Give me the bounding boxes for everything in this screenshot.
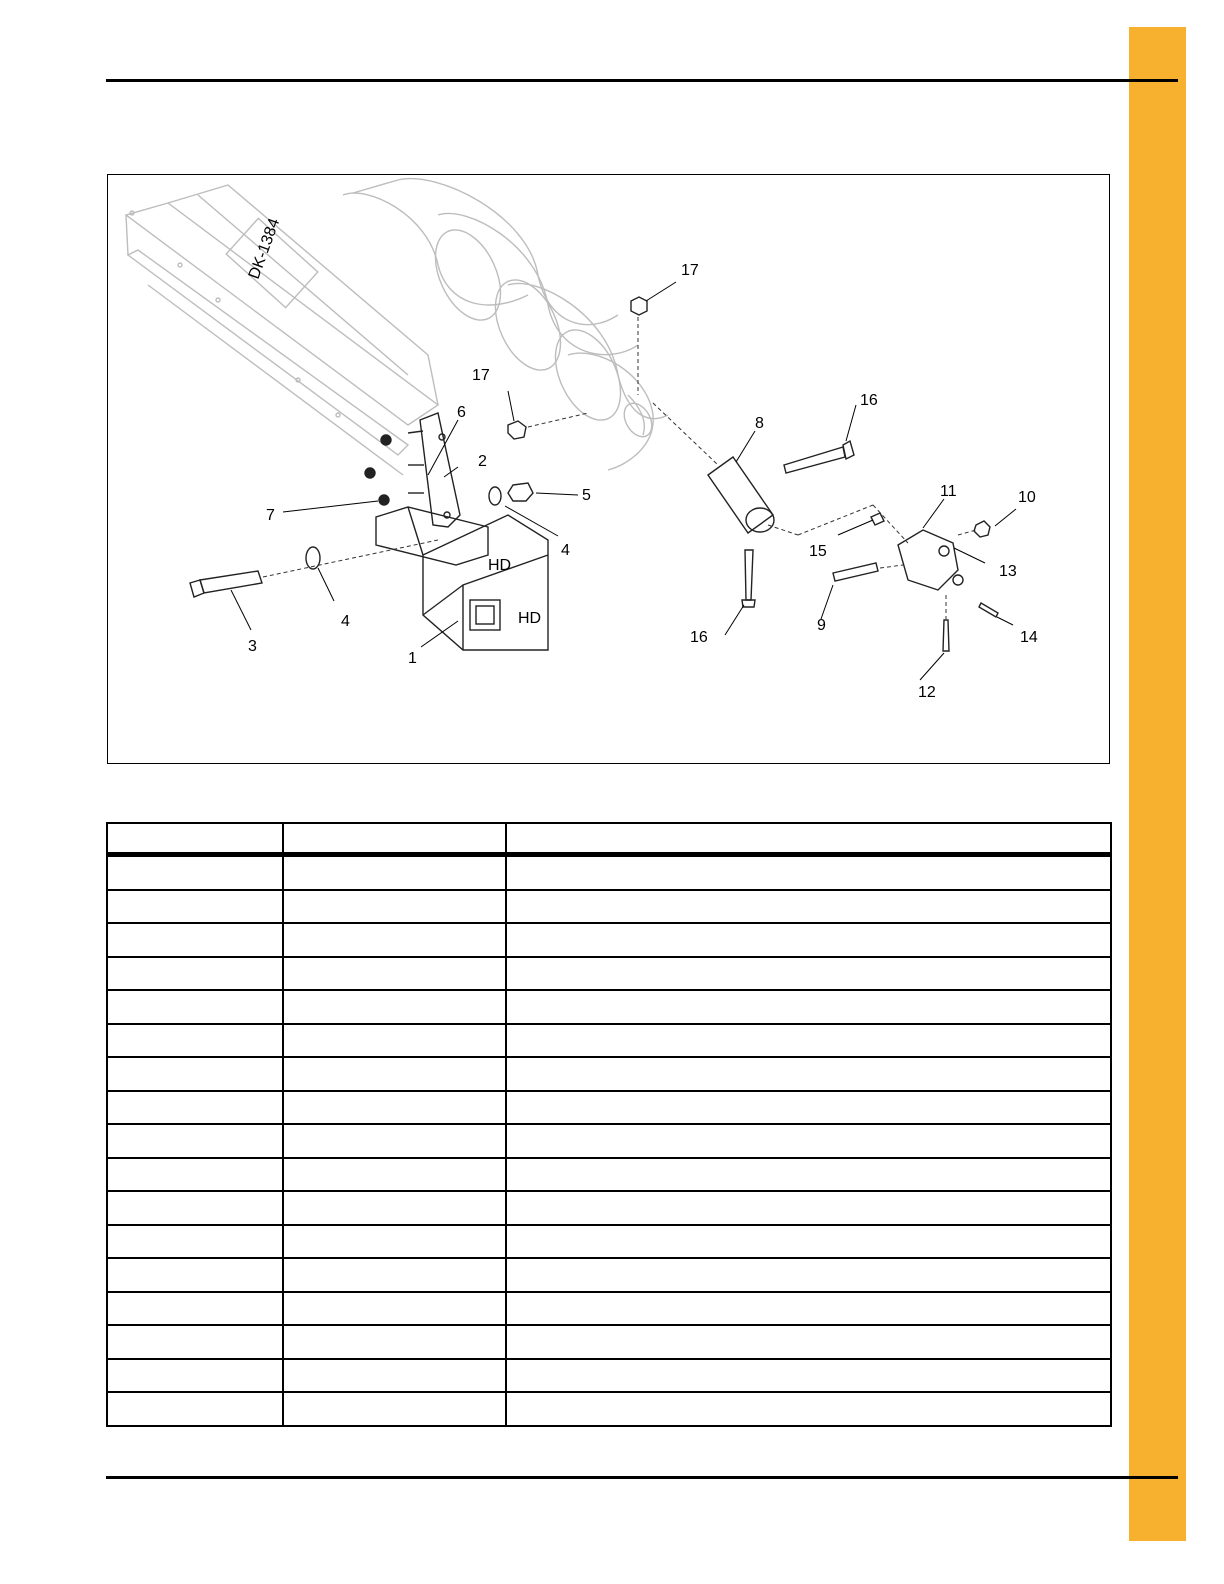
callout-4b: 4 bbox=[561, 542, 570, 559]
table-cell bbox=[283, 1191, 506, 1225]
table-cell bbox=[506, 1292, 1111, 1326]
table-cell bbox=[283, 1091, 506, 1125]
table-cell bbox=[107, 1225, 283, 1259]
table-cell bbox=[506, 957, 1111, 991]
table-cell bbox=[107, 1191, 283, 1225]
table-cell bbox=[506, 890, 1111, 924]
header-cell bbox=[506, 823, 1111, 855]
table-cell bbox=[283, 890, 506, 924]
table-cell bbox=[107, 1124, 283, 1158]
callout-6: 6 bbox=[457, 404, 466, 421]
header-cell bbox=[283, 823, 506, 855]
table-cell bbox=[107, 957, 283, 991]
table-cell bbox=[283, 1325, 506, 1359]
table-row bbox=[107, 1359, 1111, 1393]
table-cell bbox=[283, 1158, 506, 1192]
bracket-mark: HD bbox=[518, 610, 542, 627]
table-cell bbox=[283, 855, 506, 890]
callout-3: 3 bbox=[248, 638, 257, 655]
table-row bbox=[107, 1258, 1111, 1292]
table-row bbox=[107, 1024, 1111, 1058]
table-row bbox=[107, 1225, 1111, 1259]
table-row bbox=[107, 1124, 1111, 1158]
table-cell bbox=[506, 1225, 1111, 1259]
table-cell bbox=[283, 923, 506, 957]
table-cell bbox=[107, 1292, 283, 1326]
table-cell bbox=[506, 1258, 1111, 1292]
diagram-svg bbox=[108, 175, 1109, 763]
callout-15: 15 bbox=[809, 543, 827, 560]
table-cell bbox=[107, 1024, 283, 1058]
callout-8: 8 bbox=[755, 415, 764, 432]
exploded-parts-diagram bbox=[107, 174, 1110, 764]
table-cell bbox=[506, 855, 1111, 890]
callout-12: 12 bbox=[918, 684, 936, 701]
table-cell bbox=[107, 1057, 283, 1091]
table-cell bbox=[506, 1359, 1111, 1393]
table-cell bbox=[506, 1325, 1111, 1359]
section-tab bbox=[1129, 27, 1186, 1541]
table-cell bbox=[506, 1024, 1111, 1058]
table-cell bbox=[283, 1258, 506, 1292]
table-cell bbox=[107, 1091, 283, 1125]
callout-17b: 17 bbox=[681, 262, 699, 279]
tube-housing bbox=[126, 179, 668, 475]
table-row bbox=[107, 1292, 1111, 1326]
table-cell bbox=[107, 1258, 283, 1292]
header-cell bbox=[107, 823, 283, 855]
table-cell bbox=[283, 1392, 506, 1426]
table-cell bbox=[107, 1392, 283, 1426]
callout-2: 2 bbox=[478, 453, 487, 470]
callout-9: 9 bbox=[817, 617, 826, 634]
callout-16b: 16 bbox=[690, 629, 708, 646]
table-cell bbox=[283, 957, 506, 991]
table-row bbox=[107, 957, 1111, 991]
table-cell bbox=[283, 990, 506, 1024]
header-rule bbox=[106, 79, 1178, 82]
tube-decal: DK-1384 bbox=[245, 216, 284, 282]
callout-14: 14 bbox=[1020, 629, 1038, 646]
footer-rule bbox=[106, 1476, 1178, 1479]
table-cell bbox=[506, 1191, 1111, 1225]
table-cell bbox=[506, 990, 1111, 1024]
callout-10: 10 bbox=[1018, 489, 1036, 506]
table-cell bbox=[107, 855, 283, 890]
table-cell bbox=[506, 923, 1111, 957]
table-row bbox=[107, 1158, 1111, 1192]
table-cell bbox=[107, 1158, 283, 1192]
callout-1: 1 bbox=[408, 650, 417, 667]
hitch-parts bbox=[190, 297, 998, 651]
callout-7: 7 bbox=[266, 507, 275, 524]
callout-11: 11 bbox=[940, 483, 957, 500]
table-cell bbox=[107, 1359, 283, 1393]
callout-13: 13 bbox=[999, 563, 1017, 580]
table-cell bbox=[283, 1225, 506, 1259]
table-row bbox=[107, 1191, 1111, 1225]
table-body bbox=[107, 855, 1111, 1426]
callout-4a: 4 bbox=[341, 613, 350, 630]
callout-16a: 16 bbox=[860, 392, 878, 409]
table-row bbox=[107, 1091, 1111, 1125]
table-cell bbox=[283, 1292, 506, 1326]
callout-17a: 17 bbox=[472, 367, 490, 384]
table-cell bbox=[283, 1024, 506, 1058]
parts-list-table bbox=[106, 822, 1112, 1427]
table-cell bbox=[506, 1158, 1111, 1192]
table-row bbox=[107, 1057, 1111, 1091]
table-cell bbox=[283, 1124, 506, 1158]
bracket-mark: HD bbox=[488, 557, 512, 574]
table-cell bbox=[107, 923, 283, 957]
table-row bbox=[107, 923, 1111, 957]
table-cell bbox=[107, 1325, 283, 1359]
table-cell bbox=[107, 890, 283, 924]
table-cell bbox=[506, 1124, 1111, 1158]
table-row bbox=[107, 890, 1111, 924]
table-row bbox=[107, 990, 1111, 1024]
callout-5: 5 bbox=[582, 487, 591, 504]
table-cell bbox=[506, 1392, 1111, 1426]
table-row bbox=[107, 855, 1111, 890]
table-cell bbox=[506, 1057, 1111, 1091]
table-cell bbox=[283, 1359, 506, 1393]
table-cell bbox=[283, 1057, 506, 1091]
table-row bbox=[107, 1325, 1111, 1359]
table-cell bbox=[506, 1091, 1111, 1125]
table-cell bbox=[107, 990, 283, 1024]
table-header-row bbox=[107, 823, 1111, 855]
table-row bbox=[107, 1392, 1111, 1426]
